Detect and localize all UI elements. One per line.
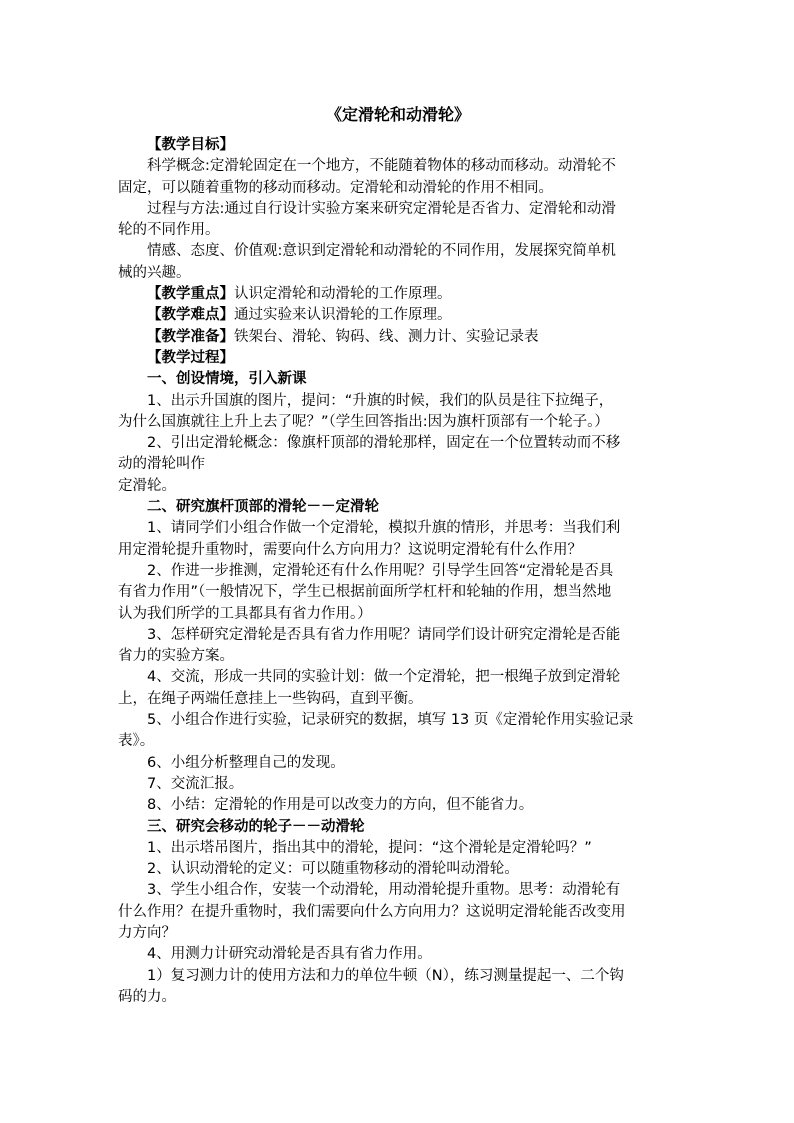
section-2-heading: 二、研究旗杆顶部的滑轮－－定滑轮 [147, 499, 379, 516]
document-title: 《定滑轮和动滑轮》 [325, 105, 470, 124]
paragraph-line: 1）复习测力计的使用方法和力的单位牛顿（N），练习测量提起一、二个钩 [147, 967, 624, 984]
objective-emotion-line: 械的兴趣。 [118, 264, 191, 281]
paragraph-line: 省力的实验方案。 [118, 648, 234, 665]
paragraph-line: 6、小组分析整理自己的发现。 [147, 754, 345, 771]
section-3-heading: 三、研究会移动的轮子－－动滑轮 [147, 818, 365, 835]
paragraph-line: 表》。 [118, 733, 155, 750]
preparation-line [118, 327, 678, 348]
paragraph-line: 3、怎样研究定滑轮是否具有省力作用呢？请同学们设计研究定滑轮是否能 [147, 626, 621, 643]
objective-concept-line: 固定，可以随着重物的移动而移动。定滑轮和动滑轮的作用不相同。 [118, 179, 553, 196]
process-heading: 【教学过程】 [147, 349, 234, 366]
paragraph-line: 5、小组合作进行实验，记录研究的数据，填写 13 页《定滑轮作用实验记录 [147, 712, 634, 729]
paragraph-line: 用定滑轮提升重物时，需要向什么方向用力？这说明定滑轮有什么作用？ [118, 541, 582, 558]
paragraph-line: 有省力作用”（一般情况下，学生已根据前面所学杠杆和轮轴的作用，想当然地 [118, 584, 612, 601]
paragraph-line: 动的滑轮叫作 [118, 456, 205, 473]
paragraph-line: 码的力。 [118, 988, 176, 1005]
paragraph-line: 力方向？ [118, 924, 176, 941]
paragraph-line: 2、引出定滑轮概念：像旗杆顶部的滑轮那样，固定在一个位置转动而不移 [147, 435, 621, 452]
objective-method-line: 轮的不同作用。 [118, 222, 220, 239]
paragraph-line: 什么作用？在提升重物时，我们需要向什么方向用力？这说明定滑轮能否改变用 [118, 903, 626, 920]
paragraph-line: 上，在绳子两端任意挂上一些钩码，直到平衡。 [118, 690, 423, 707]
paragraph-line: 定滑轮。 [118, 477, 176, 494]
paragraph-line: 7、交流汇报。 [147, 775, 244, 792]
key-point-heading: 【教学重点】 [147, 286, 234, 303]
paragraph-line: 1、出示塔吊图片，指出其中的滑轮，提问：“这个滑轮是定滑轮吗？” [147, 839, 592, 856]
paragraph-line: 认为我们所学的工具都具有省力作用。） [118, 605, 372, 622]
paragraph-line: 4、用测力计研究动滑轮是否具有省力作用。 [147, 946, 432, 963]
objective-concept-line: 科学概念:定滑轮固定在一个地方，不能随着物体的移动而移动。动滑轮不 [147, 158, 616, 175]
paragraph-line: 2、作进一步推测，定滑轮还有什么作用呢？引导学生回答“定滑轮是否具 [147, 562, 614, 579]
objectives-heading: 【教学目标】 [147, 137, 234, 153]
section-1-heading: 一、创设情境，引入新课 [147, 371, 307, 388]
objective-emotion-line: 情感、态度、价值观:意识到定滑轮和动滑轮的不同作用，发展探究简单机 [147, 243, 616, 260]
objective-method-line: 过程与方法:通过自行设计实验方案来研究定滑轮是否省力、定滑轮和动滑 [147, 200, 616, 217]
paragraph-line: 8、小结：定滑轮的作用是可以改变力的方向，但不能省力。 [147, 797, 534, 814]
paragraph-line: 4、交流，形成一共同的实验计划：做一个定滑轮，把一根绳子放到定滑轮 [147, 669, 621, 686]
preparation-heading: 【教学准备】 [147, 328, 234, 345]
difficulty-line [118, 305, 678, 326]
key-point-line [118, 284, 678, 305]
document-page [118, 104, 678, 1008]
key-point-text: 认识定滑轮和动滑轮的工作原理。 [234, 286, 452, 303]
difficulty-text: 通过实验来认识滑轮的工作原理。 [234, 307, 452, 324]
difficulty-heading: 【教学难点】 [147, 307, 234, 324]
paragraph-line: 2、认识动滑轮的定义：可以随重物移动的滑轮叫动滑轮。 [147, 861, 519, 878]
paragraph-line: 为什么国旗就往上升上去了呢？”（学生回答指出:因为旗杆顶部有一个轮子。） [118, 413, 609, 430]
paragraph-line: 1、出示升国旗的图片，提问：“升旗的时候，我们的队员是往下拉绳子， [147, 392, 614, 409]
paragraph-line: 3、学生小组合作，安装一个动滑轮，用动滑轮提升重物。思考：动滑轮有 [147, 882, 621, 899]
paragraph-line: 1、请同学们小组合作做一个定滑轮，模拟升旗的情形，并思考：当我们利 [147, 520, 621, 537]
preparation-text: 铁架台、滑轮、钩码、线、测力计、实验记录表 [234, 328, 539, 345]
